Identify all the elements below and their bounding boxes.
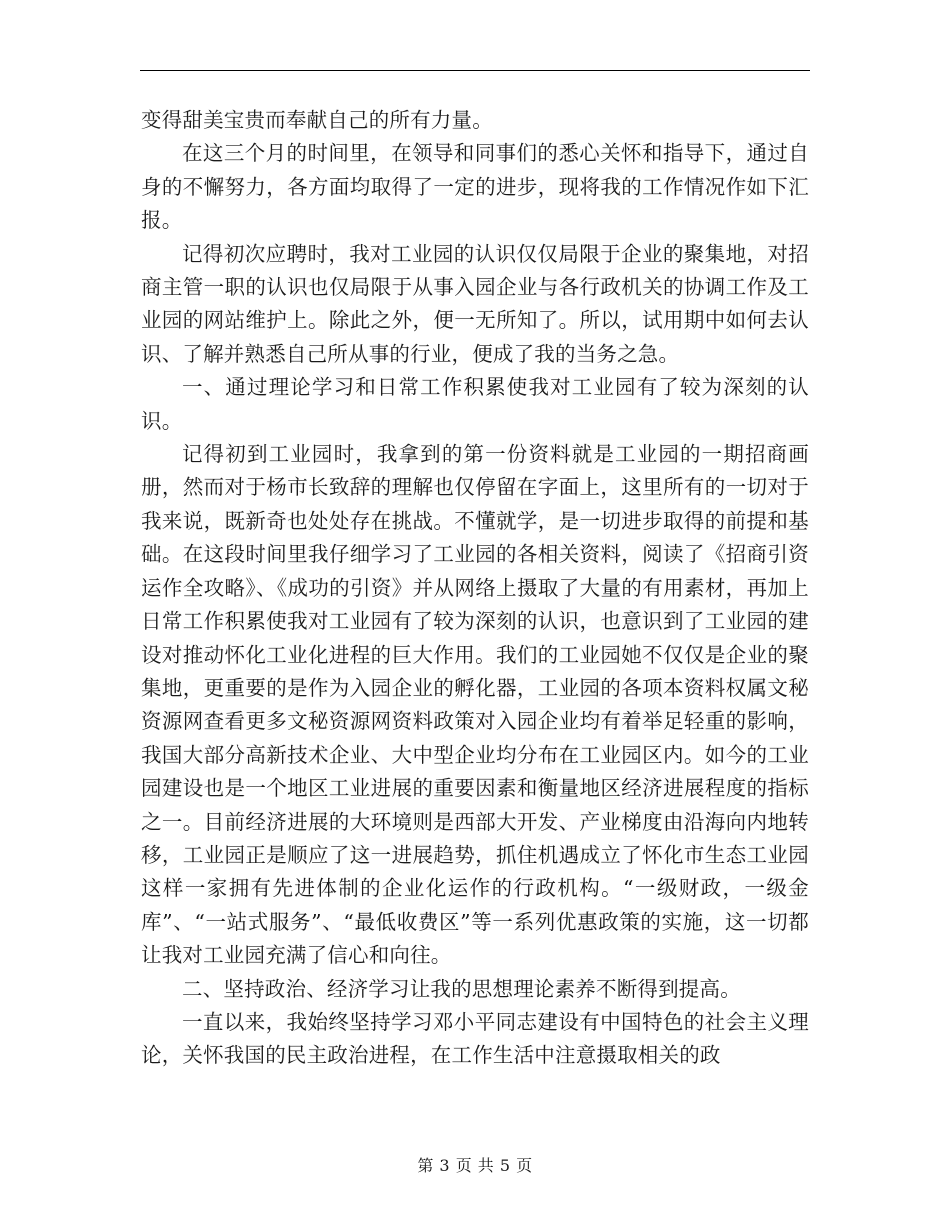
header-rule xyxy=(140,70,810,71)
paragraph-first-impression: 记得初次应聘时，我对工业园的认识仅仅局限于企业的聚集地，对招商主管一职的认识也仅局限于从事入园企业与各行政机关的协调工作及工业园的网站维护上。除此之外，便一无所知了。所以，试用期中如何去认识、了解并熟悉自己所从事的行业，便成了我的当务之急。 xyxy=(141,241,809,366)
page-suffix: 页 xyxy=(516,1156,533,1175)
document-body xyxy=(141,104,809,1073)
paragraph-section-2-body: 一直以来，我始终坚持学习邓小平同志建设有中国特色的社会主义理论，关怀我国的民主政治进程，在工作生活中注意摄取相关的政 xyxy=(141,1009,809,1068)
section-heading-1: 一、通过理论学习和日常工作积累使我对工业园有了较为深刻的认识。 xyxy=(141,375,809,433)
page-footer xyxy=(0,1153,950,1176)
section-heading-2: 二、坚持政治、经济学习让我的思想理论素养不断得到提高。 xyxy=(182,976,741,1001)
paragraph-intro: 在这三个月的时间里，在领导和同事们的悉心关怀和指导下，通过自身的不懈努力，各方面均取得了一定的进步，现将我的工作情况作如下汇报。 xyxy=(141,141,809,233)
page-current: 3 xyxy=(439,1156,451,1175)
page-prefix: 第 xyxy=(417,1156,434,1175)
page-total: 5 xyxy=(499,1156,511,1175)
page-mid: 页 共 xyxy=(455,1156,495,1175)
paragraph-continuation: 变得甜美宝贵而奉献自己的所有力量。 xyxy=(141,108,493,132)
paragraph-section-1-body: 记得初到工业园时，我拿到的第一份资料就是工业园的一期招商画册，然而对于杨市长致辞的理解也仅停留在字面上，这里所有的一切对于我来说，既新奇也处处存在挑战。不懂就学，是一切进步取得的前提和基础。在这段时间里我仔细学习了工业园的各相关资料，阅读了《招商引资运作全攻略》、《成功的引资》并从网络上摄取了大量的有用素材，再加上日常工作积累使我对工业园有了较为深刻的认识，也意识到了工业园的建设对推动怀化工业化进程的巨大作用。我们的工业园她不仅仅是企业的聚集地，更重要的是作为入园企业的孵化器，工业园的各项本资料权属文秘资源网查看更多文秘资源网资料政策对入园企业均有着举足轻重的影响，我国大部分高新技术企业、大中型企业均分布在工业园区内。如今的工业园建设也是一个地区工业进展的重要因素和衡量地区经济进展程度的指标之一。目前经济进展的大环境则是西部大开发、产业梯度由沿海向内地转移，工业园正是顺应了这一进展趋势，抓住机遇成立了怀化市生态工业园这样一家拥有先进体制的企业化运作的行政机构。“一级财政，一级金库”、“一站式服务”、“最低收费区”等一系列优惠政策的实施，这一切都让我对工业园充满了信心和向往。 xyxy=(141,442,809,968)
